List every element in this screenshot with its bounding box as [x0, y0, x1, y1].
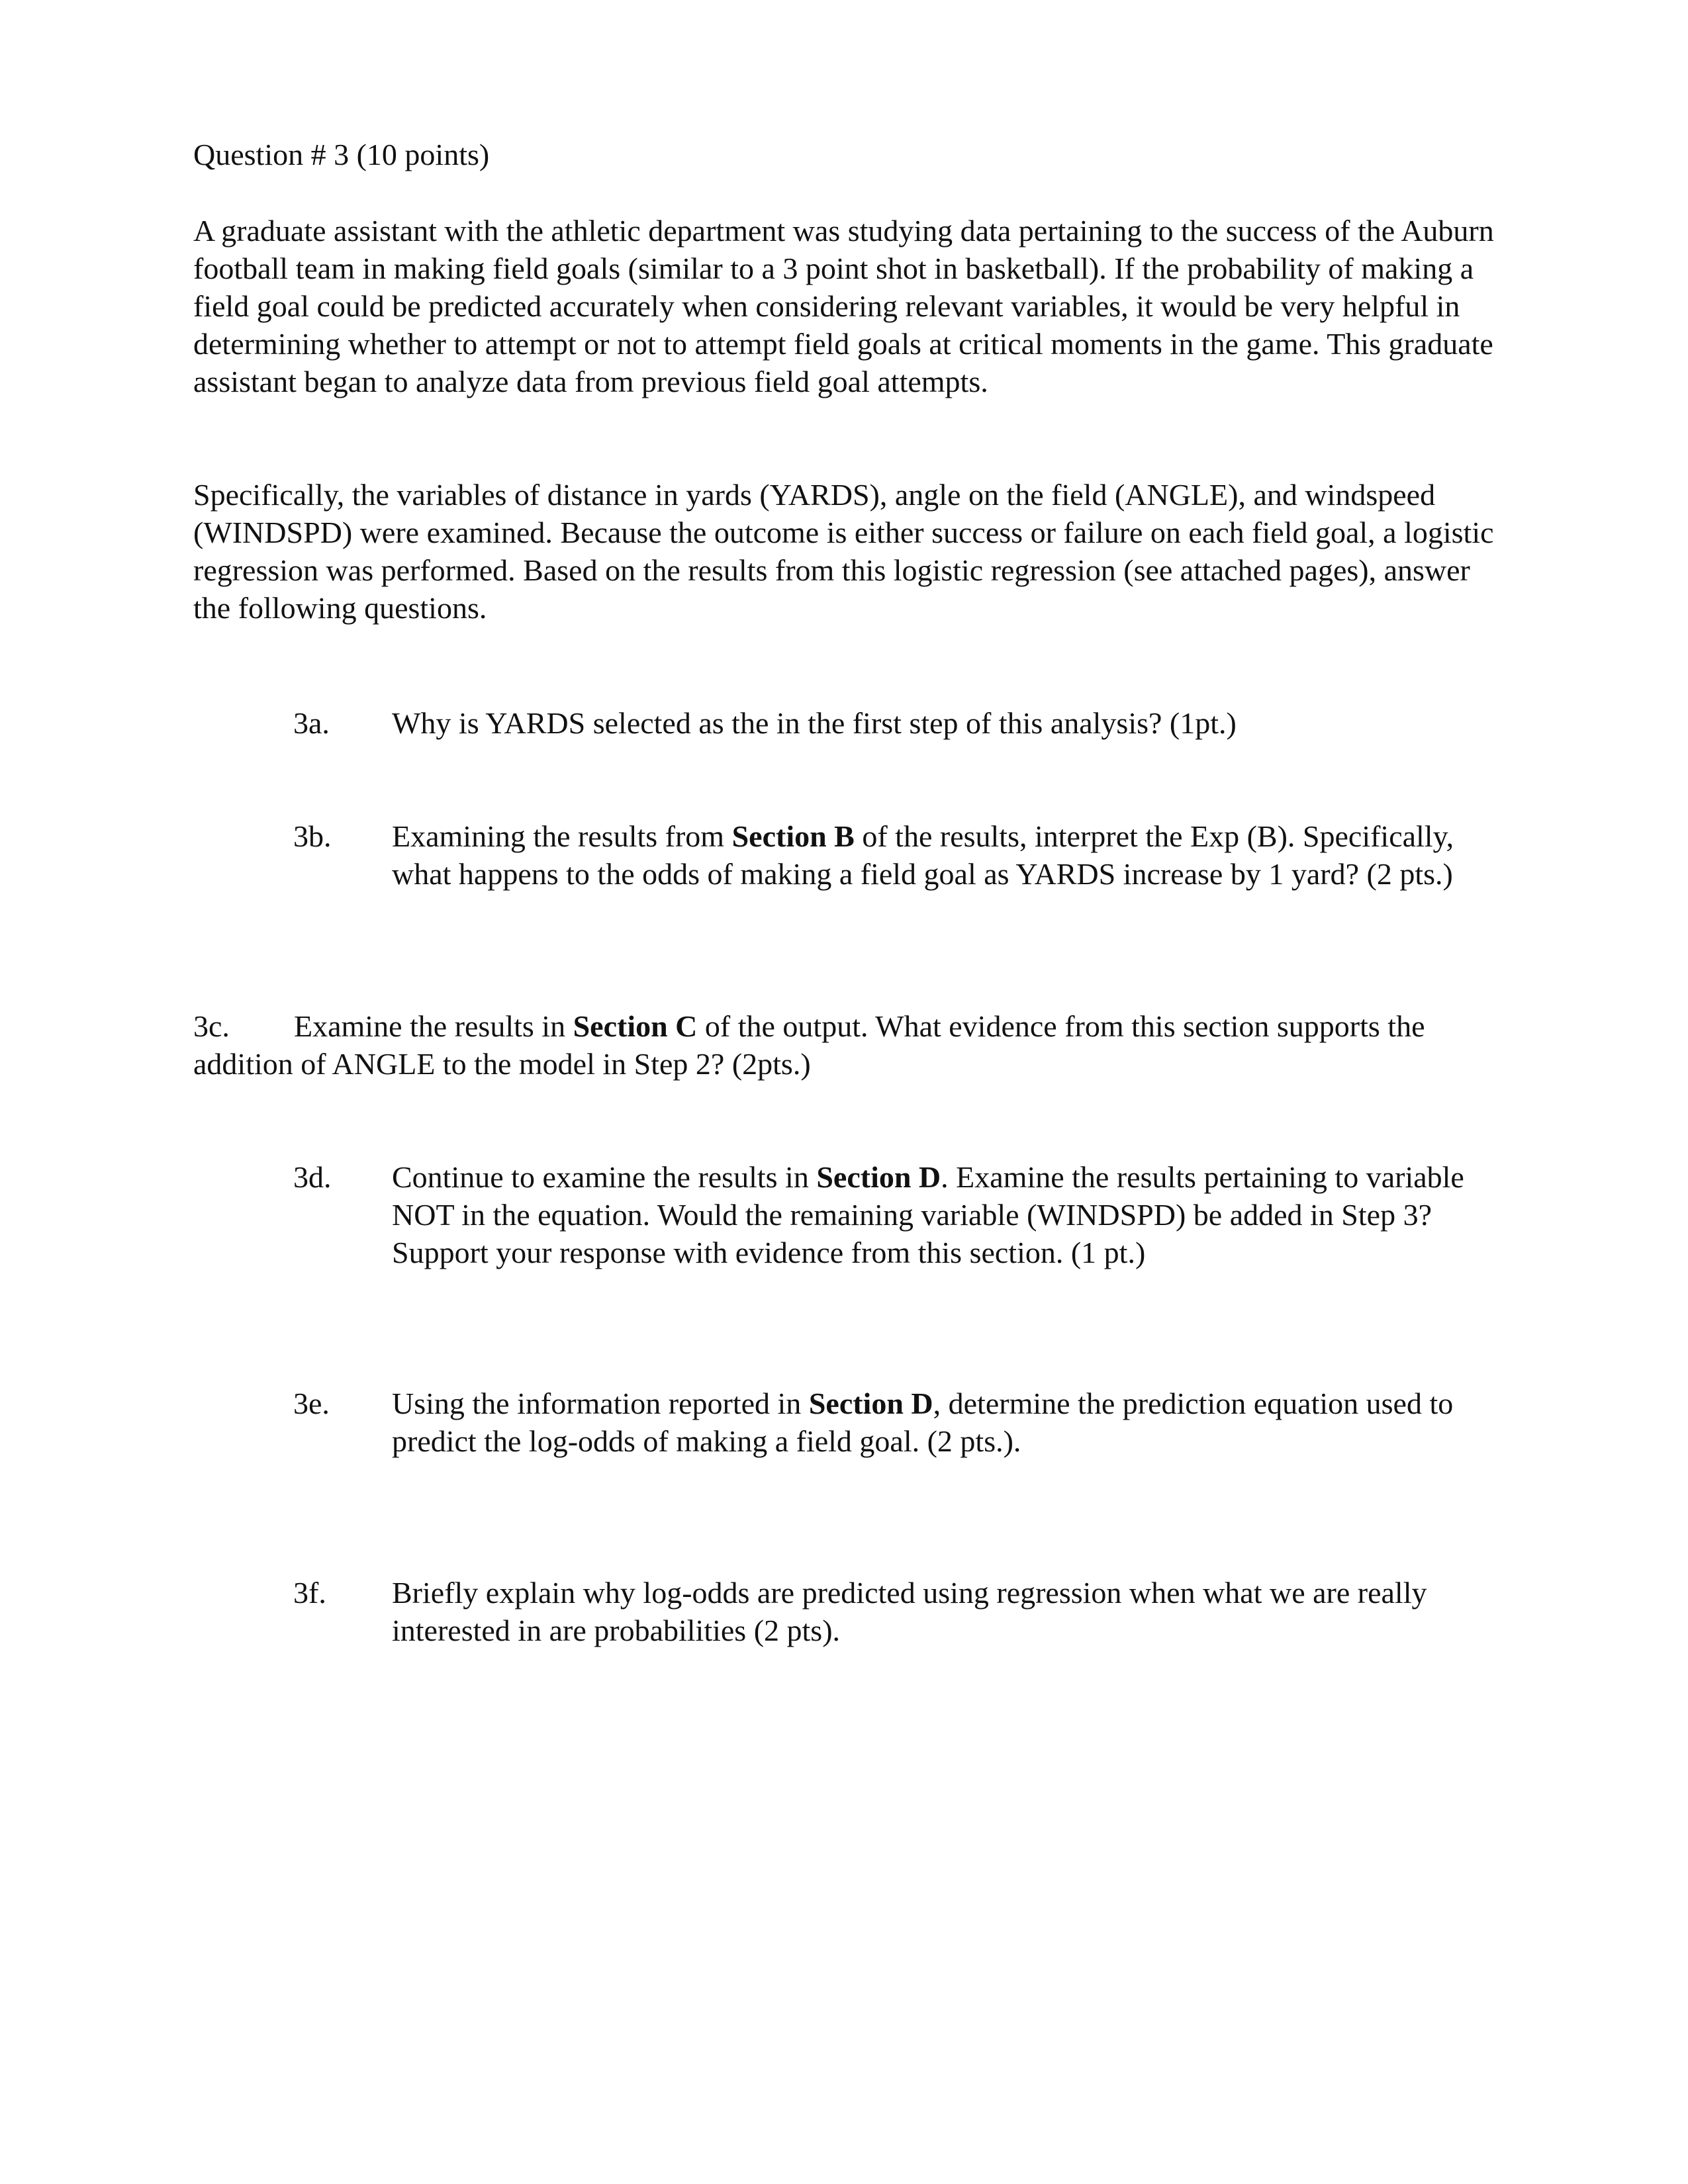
- question-3d-text-pre: Continue to examine the results in: [392, 1160, 817, 1194]
- question-3e-text-pre: Using the information reported in: [392, 1387, 809, 1420]
- question-3b-text: [392, 817, 1504, 893]
- question-3c-section-ref: Section C: [573, 1009, 698, 1043]
- question-title: Question # 3 (10 points): [193, 138, 490, 171]
- question-3f-text: Briefly explain why log-odds are predicted using regression when what we are really interested in are probabilities (2 pts).: [392, 1576, 1427, 1647]
- question-3a-label: 3a.: [293, 706, 330, 740]
- question-3c-text-post: of the output. What evidence from this section supports the addition of ANGLE to the model in Step 2? (2pts.): [193, 1009, 1425, 1081]
- question-3b-text-pre: Examining the results from: [392, 819, 732, 853]
- question-3b-text-post: of the results, interpret the Exp (B). Specifically, what happens to the odds of making a field goal as YARDS increase by 1 yard? (2 pts.): [392, 819, 1454, 891]
- question-3c: [193, 1007, 1504, 1083]
- method-paragraph: Specifically, the variables of distance in yards (YARDS), angle on the field (ANGLE), and windspeed (WINDSPD) were examined. Because the outcome is either success or failure on each field goal, a logistic regression was performed. Based on the results from this logistic regression (see attached pages), answer the following questions.: [193, 478, 1494, 625]
- question-3f-label: 3f.: [293, 1576, 326, 1610]
- question-3d-text-post: . Examine the results pertaining to variable NOT in the equation. Would the remaining variable (WINDSPD) be added in Step 3? Support your response with evidence from this section. (1 pt.): [392, 1160, 1464, 1269]
- question-3c-text-pre: Examine the results in: [294, 1009, 573, 1043]
- question-3c-label: 3c.: [193, 1009, 230, 1043]
- question-3d-section-ref: Section D: [816, 1160, 941, 1194]
- intro-paragraph: A graduate assistant with the athletic department was studying data pertaining to the success of the Auburn football team in making field goals (similar to a 3 point shot in basketball). If the probability of making a field goal could be predicted accurately when considering relevant variables, it would be very helpful in determining whether to attempt or not to attempt field goals at critical moments in the game. This graduate assistant began to analyze data from previous field goal attempts.: [193, 214, 1494, 398]
- question-3b-section-ref: Section B: [731, 819, 855, 853]
- question-3e-text-post: , determine the prediction equation used to predict the log-odds of making a field goal. (2 pts.).: [392, 1387, 1454, 1458]
- question-3d-label: 3d.: [293, 1160, 332, 1194]
- question-3a-text: Why is YARDS selected as the in the first step of this analysis? (1pt.): [392, 706, 1237, 740]
- question-3e-text: [392, 1385, 1504, 1460]
- question-3b-label: 3b.: [293, 819, 332, 853]
- question-3e-label: 3e.: [293, 1387, 330, 1420]
- question-3e-section-ref: Section D: [808, 1387, 933, 1420]
- question-3d-text: [392, 1158, 1504, 1271]
